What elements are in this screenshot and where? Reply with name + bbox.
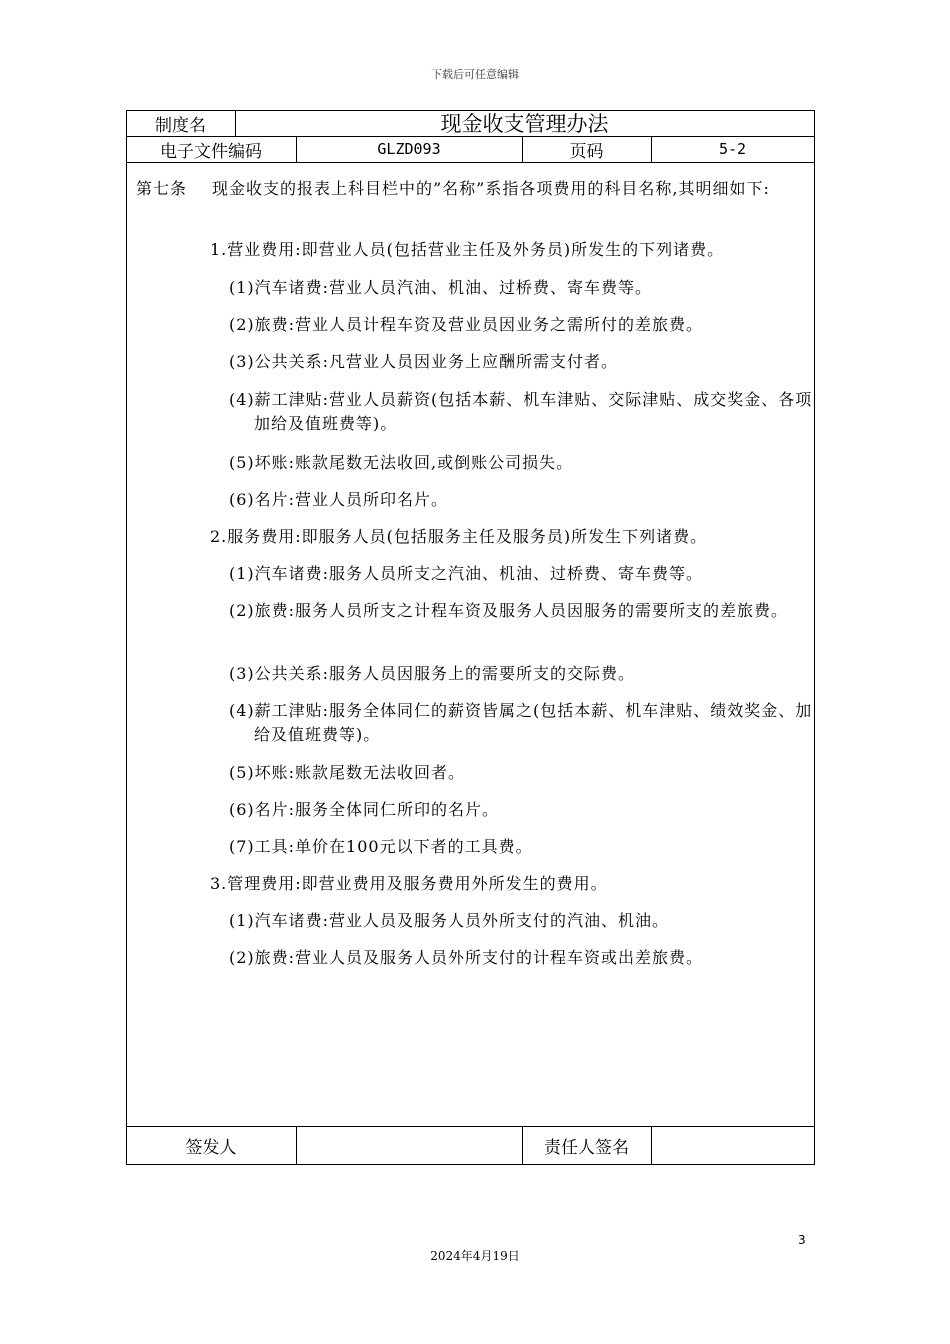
page-label: 页码: [569, 141, 604, 162]
file-code-value: GLZD093: [377, 140, 441, 158]
article-label: 第七条: [136, 179, 188, 198]
list-item: (1)汽车诸费:服务人员所支之汽油、机油、过桥费、寄车费等。: [229, 564, 704, 583]
page-value: 5-2: [718, 140, 747, 158]
list-item: (5)坏账:账款尾数无法收回者。: [229, 763, 466, 782]
list-item: (4)薪工津贴:营业人员薪资(包括本薪、机车津贴、交际津贴、成交奖金、各项加给及值班费等)。: [229, 390, 813, 433]
list-item: (2)旅费:服务人员所支之计程车资及服务人员因服务的需要所支的差旅费。: [229, 601, 789, 620]
list-item: (2)旅费:营业人员计程车资及营业员因业务之需所付的差旅费。: [229, 315, 704, 334]
header-note: 下载后可任意编辑: [431, 68, 519, 81]
section-heading: 2.服务费用:即服务人员(包括服务主任及服务员)所发生下列诸费。: [210, 527, 708, 546]
list-item: (5)坏账:账款尾数无法收回,或倒账公司损失。: [229, 453, 574, 472]
file-code-label: 电子文件编码: [160, 141, 262, 162]
list-item: (7)工具:单价在100元以下者的工具费。: [229, 837, 533, 856]
list-item: (2)旅费:营业人员及服务人员外所支付的计程车资或出差旅费。: [229, 948, 704, 967]
responsible-signature-label: 责任人签名: [544, 1137, 629, 1158]
footer-date: 2024年4月19日: [430, 1249, 520, 1263]
article-text: 现金收支的报表上科目栏中的”名称”系指各项费用的科目名称,其明细如下:: [212, 179, 770, 198]
list-item: (4)薪工津贴:服务全体同仁的薪资皆属之(包括本薪、机车津贴、绩效奖金、加给及值班费等)。: [229, 701, 813, 744]
list-item: (3)公共关系:凡营业人员因业务上应酬所需支付者。: [229, 352, 619, 371]
issuer-label: 签发人: [185, 1137, 237, 1158]
page-number: 3: [798, 1233, 806, 1247]
issuer-field[interactable]: [296, 1126, 522, 1164]
responsible-signature-field[interactable]: [651, 1126, 814, 1164]
section-heading: 1.营业费用:即营业人员(包括营业主任及外务员)所发生的下列诸费。: [210, 240, 725, 259]
document-table: [126, 110, 815, 1165]
section-heading: 3.管理费用:即营业费用及服务费用外所发生的费用。: [210, 874, 608, 893]
list-item: (6)名片:服务全体同仁所印的名片。: [229, 800, 500, 819]
list-item: (1)汽车诸费:营业人员汽油、机油、过桥费、寄车费等。: [229, 278, 653, 297]
list-item: (6)名片:营业人员所印名片。: [229, 490, 449, 509]
list-item: (1)汽车诸费:营业人员及服务人员外所支付的汽油、机油。: [229, 911, 670, 930]
policy-name-label: 制度名: [155, 115, 206, 136]
list-item: (3)公共关系:服务人员因服务上的需要所支的交际费。: [229, 664, 636, 683]
policy-title: 现金收支管理办法: [440, 112, 609, 136]
